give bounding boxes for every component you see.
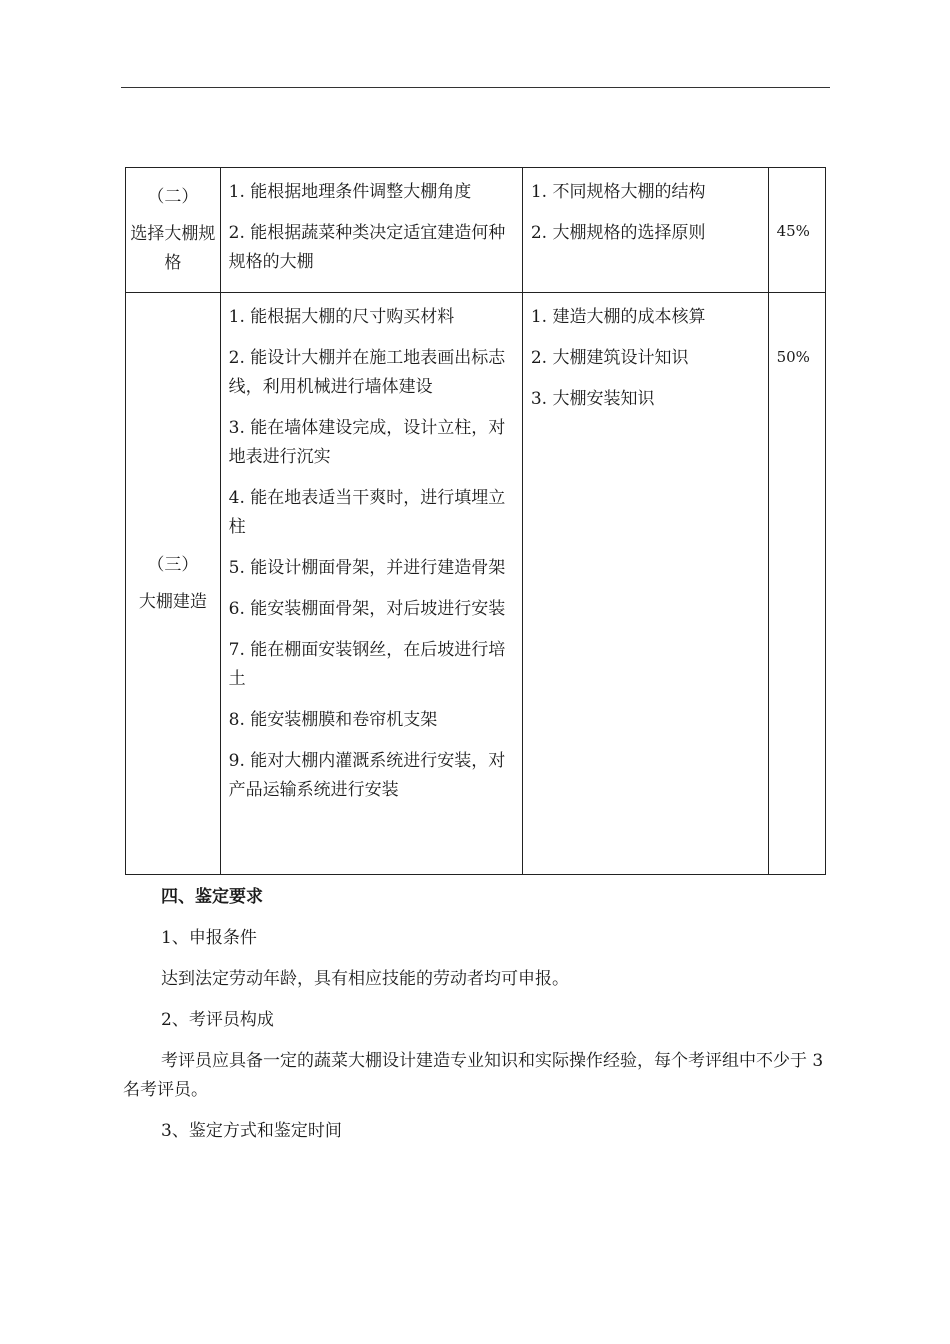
skill-item: 6. 能安装棚面骨架，对后坡进行安装 (228, 599, 506, 619)
unit-name: 大棚建造 (138, 592, 207, 612)
unit-cell (126, 293, 221, 875)
knowledge-cell (522, 293, 768, 875)
section-body (123, 883, 833, 1158)
skill-item: 4. 能在地表适当干爽时，进行填埋立柱 (228, 488, 506, 537)
skill-item: 2. 能设计大棚并在施工地表画出标志线，利用机械进行墙体建设 (228, 348, 506, 397)
skill-item: 1. 能根据大棚的尺寸购买材料 (228, 307, 455, 327)
table-row (126, 293, 826, 875)
weight-cell: 45% (768, 168, 825, 293)
skill-cell (220, 293, 522, 875)
skill-item: 9. 能对大棚内灌溉系统进行安装，对产品运输系统进行安装 (228, 751, 506, 800)
table-row (126, 168, 826, 293)
skill-item: 5. 能设计棚面骨架，并进行建造骨架 (228, 558, 506, 578)
knowledge-item: 2. 大棚规格的选择原则 (530, 223, 706, 243)
paragraph: 达到法定劳动年龄，具有相应技能的劳动者均可申报。 (161, 969, 569, 989)
subsection-title: 2、考评员构成 (161, 1010, 274, 1030)
section-title: 四、鉴定要求 (161, 887, 263, 907)
skill-item: 8. 能安装棚膜和卷帘机支架 (228, 710, 438, 730)
unit-name: 选择大棚规格 (130, 224, 216, 273)
unit-number: （二） (147, 187, 199, 207)
skill-item: 3. 能在墙体建设完成，设计立柱，对地表进行沉实 (228, 418, 506, 467)
skill-table (125, 167, 826, 875)
knowledge-item: 1. 不同规格大棚的结构 (530, 182, 706, 202)
knowledge-item: 1. 建造大棚的成本核算 (530, 307, 706, 327)
weight-cell: 50% (768, 293, 825, 875)
knowledge-cell (522, 168, 768, 293)
skill-item: 7. 能在棚面安装钢丝，在后坡进行培土 (228, 640, 506, 689)
skill-item: 2. 能根据蔬菜种类决定适宜建造何种规格的大棚 (228, 223, 506, 272)
knowledge-item: 2. 大棚建筑设计知识 (530, 348, 689, 368)
skill-cell (220, 168, 522, 293)
unit-number: （三） (147, 555, 199, 575)
header-rule (121, 87, 830, 88)
subsection-title: 1、申报条件 (161, 928, 257, 948)
subsection-title: 3、鉴定方式和鉴定时间 (161, 1121, 342, 1141)
skill-item: 1. 能根据地理条件调整大棚角度 (228, 182, 472, 202)
knowledge-item: 3. 大棚安装知识 (530, 389, 655, 409)
unit-cell (126, 168, 221, 293)
paragraph: 考评员应具备一定的蔬菜大棚设计建造专业知识和实际操作经验，每个考评组中不少于 3 名考评员。 (123, 1051, 824, 1100)
